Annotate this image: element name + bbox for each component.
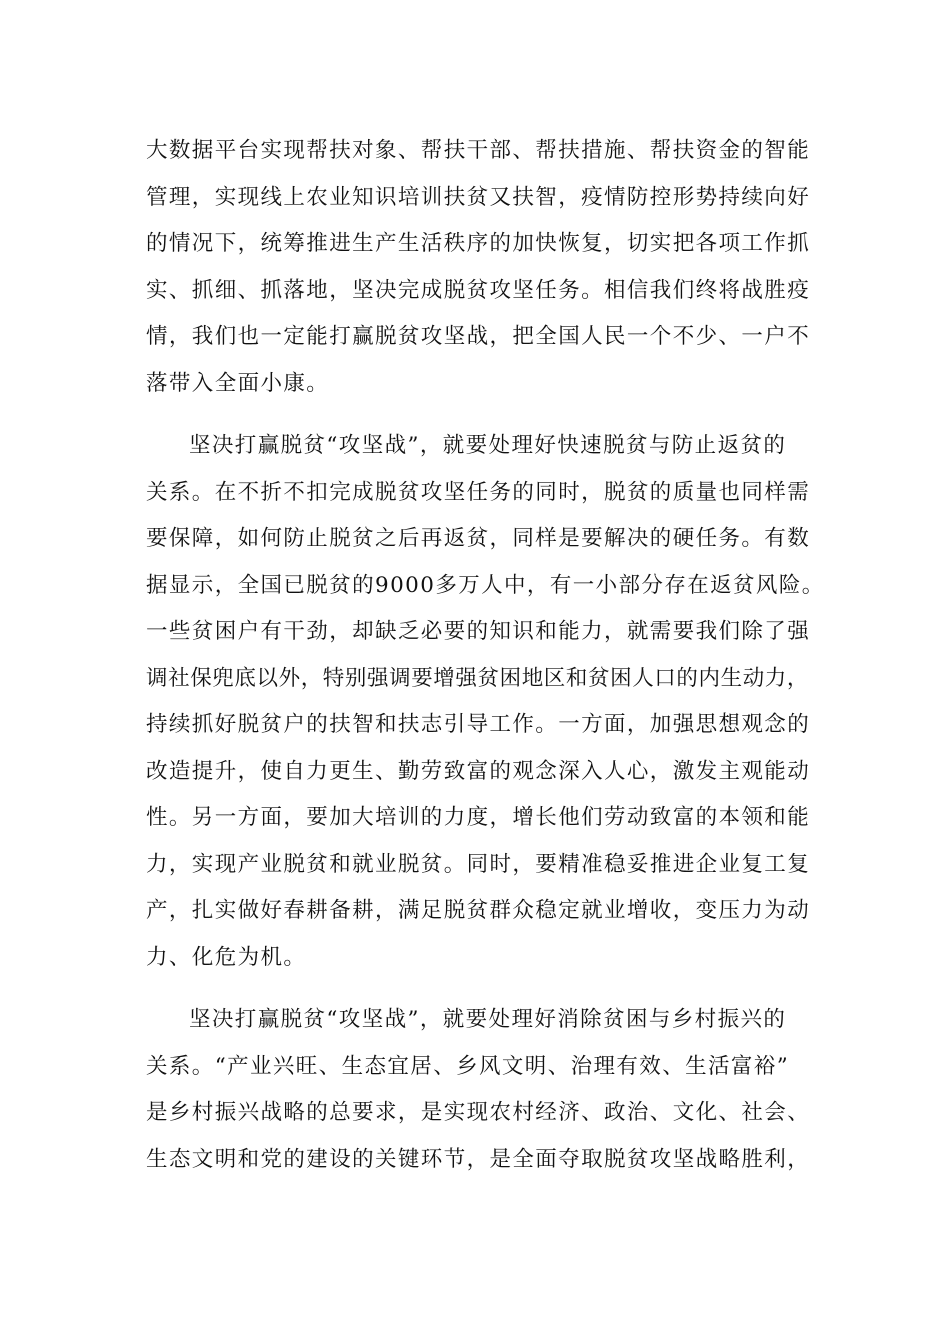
text-line: 持续抓好脱贫户的扶智和扶志引导工作。一方面，加强思想观念的 — [146, 712, 811, 737]
text-line: 改造提升，使自力更生、勤劳致富的观念深入人心，激发主观能动 — [146, 758, 811, 784]
text-line: 力、化危为机。 — [146, 944, 307, 970]
text-line: 一些贫困户有干劲，却缺乏必要的知识和能力，就需要我们除了强 — [146, 619, 811, 644]
text-line: 情，我们也一定能打赢脱贫攻坚战，把全国人民一个不少、一户不 — [146, 324, 811, 349]
text-line: 的情况下，统筹推进生产生活秩序的加快恢复，切实把各项工作抓 — [146, 231, 811, 256]
text-line: 调社保兜底以外，特别强调要增强贫困地区和贫困人口的内生动力， — [146, 665, 810, 691]
text-line: 大数据平台实现帮扶对象、帮扶干部、帮扶措施、帮扶资金的智能 — [146, 138, 811, 163]
document-body — [146, 128, 825, 1183]
paragraph-3 — [146, 997, 811, 1183]
paragraph-1 — [146, 128, 811, 407]
text-line: 产，扎实做好春耕备耕，满足脱贫群众稳定就业增收，变压力为动 — [146, 898, 811, 923]
text-line: 要保障，如何防止脱贫之后再返贫，同样是要解决的硬任务。有数 — [146, 526, 811, 551]
text-line: 实、抓细、抓落地，坚决完成脱贫攻坚任务。相信我们终将战胜疫 — [146, 277, 811, 303]
text-line: 是乡村振兴战略的总要求，是实现农村经济、政治、文化、社会、 — [146, 1100, 811, 1125]
text-line: 关系。“产业兴旺、生态宜居、乡风文明、治理有效、生活富裕” — [146, 1053, 790, 1079]
paragraph-gap — [146, 981, 806, 997]
text-line: 性。另一方面，要加大培训的力度，增长他们劳动致富的本领和能 — [146, 805, 811, 830]
text-line: 坚决打赢脱贫“攻坚战”，就要处理好快速脱贫与防止返贫的 — [189, 433, 787, 458]
text-line: 落带入全面小康。 — [146, 370, 330, 396]
text-line: 力，实现产业脱贫和就业脱贫。同时，要精准稳妥推进企业复工复 — [146, 851, 811, 877]
text-line: 生态文明和党的建设的关键环节，是全面夺取脱贫攻坚战略胜利， — [146, 1146, 811, 1172]
text-line: 关系。在不折不扣完成脱贫攻坚任务的同时，脱贫的质量也同样需 — [146, 479, 811, 505]
text-line: 管理，实现线上农业知识培训扶贫又扶智，疫情防控形势持续向好 — [146, 184, 811, 210]
text-line: 据显示，全国已脱贫的9000多万人中，有一小部分存在返贫风险。 — [146, 572, 825, 598]
paragraph-2 — [146, 423, 825, 981]
paragraph-gap — [146, 407, 806, 423]
text-line: 坚决打赢脱贫“攻坚战”，就要处理好消除贫困与乡村振兴的 — [189, 1007, 787, 1032]
